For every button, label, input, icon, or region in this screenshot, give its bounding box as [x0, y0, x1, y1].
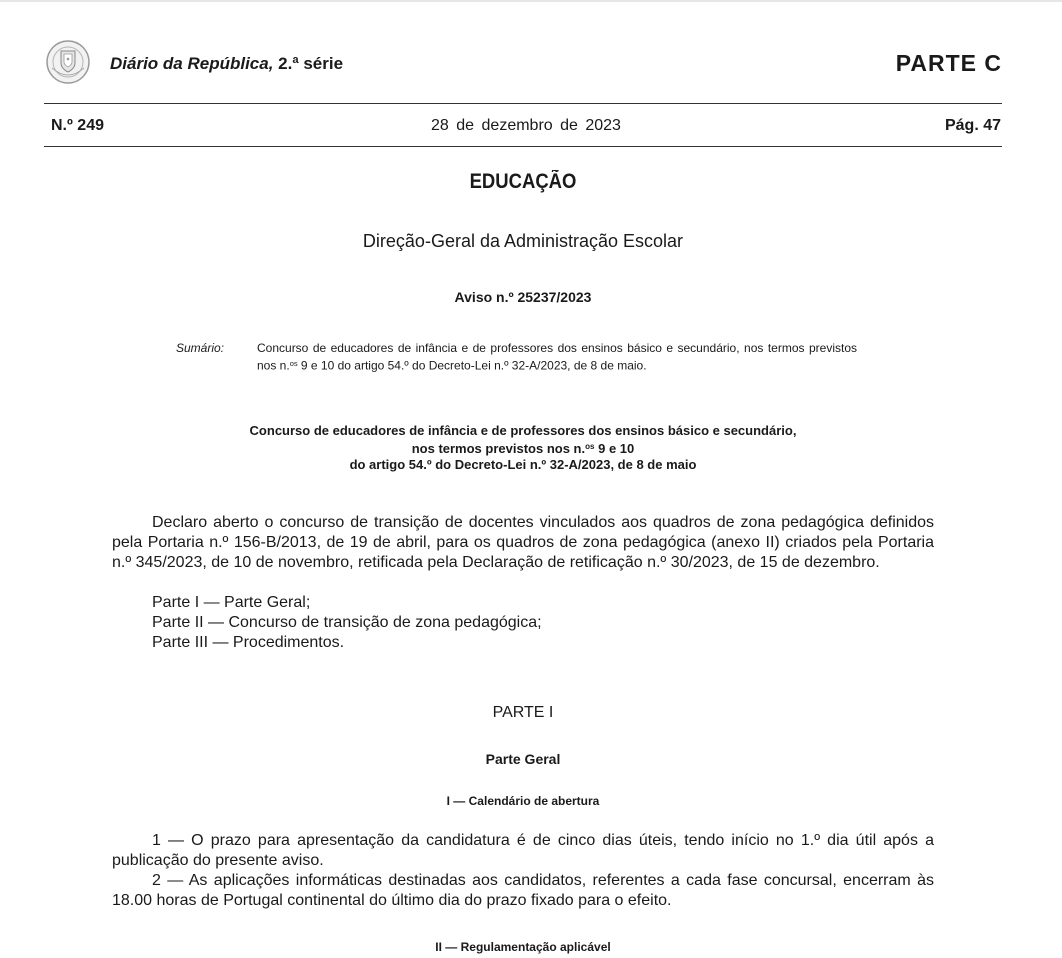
section-paragraphs [112, 831, 934, 911]
notice-full-title [130, 423, 916, 473]
list-item: Parte I — Parte Geral; [152, 594, 311, 611]
header-rule [44, 103, 1002, 104]
summary-text-part-2: 9 e 10 do artigo 54.º do Decreto-Lei n.º 32-A/2023, de 8 de maio. [297, 358, 647, 373]
part-subheading: Parte Geral [485, 751, 561, 767]
ordinal-superscript: os [585, 442, 595, 451]
part-heading: PARTE I [492, 704, 554, 721]
journal-series: 2.ª série [273, 54, 344, 73]
paragraph: 1 — O prazo para apresentação da candidatura é de cinco dias úteis, tendo início no 1.º dia útil após a publicação do presente aviso. [112, 832, 934, 869]
section-heading: II — Regulamentação aplicável [435, 940, 611, 954]
list-item: Parte III — Procedimentos. [152, 634, 345, 651]
journal-name: Diário da República, [110, 54, 274, 73]
issue-rule [44, 146, 1002, 147]
paragraph: 2 — As aplicações informáticas destinadas aos candidatos, referentes a cada fase concursal, encerram às 18.00 horas de Portugal continental do último dia do prazo fixado para o efeito. [112, 872, 934, 909]
issue-info-row [51, 117, 1001, 139]
title-line-3: do artigo 54.º do Decreto-Lei n.º 32-A/2023, de 8 de maio [349, 457, 697, 473]
parts-list [152, 593, 542, 653]
intro-paragraph: Declaro aberto o concurso de transição de docentes vinculados aos quadros de zona pedagógica definidos pela Portaria n.º 156-B/2013, de 19 de abril, para os quadros de zona pedagógica (anexo II) criados pela Portaria n.º 345/2023, de 10 de novembro, retificada pela Declaração de retificação n.º 30/2023, de 15 de dezembro. [112, 514, 934, 571]
journal-header [44, 38, 1002, 88]
notice-title: Aviso n.º 25237/2023 [454, 289, 592, 305]
title-line-2-part-b: 9 e 10 [594, 441, 635, 457]
ordinal-superscript: os [289, 359, 298, 368]
intro-paragraph-block [112, 513, 934, 573]
coat-of-arms-icon [44, 38, 96, 86]
title-line-2-part-a: nos termos previstos nos n. [411, 441, 586, 457]
title-line-2 [130, 439, 916, 457]
list-item: Parte II — Concurso de transição de zona pedagógica; [152, 614, 542, 631]
part-label: PARTE C [895, 50, 1002, 76]
page-top-border [0, 0, 1062, 2]
ministry-heading: EDUCAÇÃO [469, 170, 577, 193]
issue-date: 28 de dezembro de 2023 [431, 117, 621, 134]
journal-title [110, 54, 343, 74]
section-heading: I — Calendário de abertura [446, 794, 600, 808]
summary-text [257, 340, 857, 374]
summary-text-part-1: Concurso de educadores de infância e de professores dos ensinos básico e secundário, nos termos previstos nos n. [257, 341, 857, 373]
summary-label: Sumário: [176, 341, 225, 355]
issue-number: N.º 249 [51, 117, 104, 134]
directorate-heading: Direção-Geral da Administração Escolar [362, 231, 684, 251]
title-line-1: Concurso de educadores de infância e de professores dos ensinos básico e secundário, [249, 423, 797, 438]
page-number: Pág. 47 [944, 117, 1001, 134]
